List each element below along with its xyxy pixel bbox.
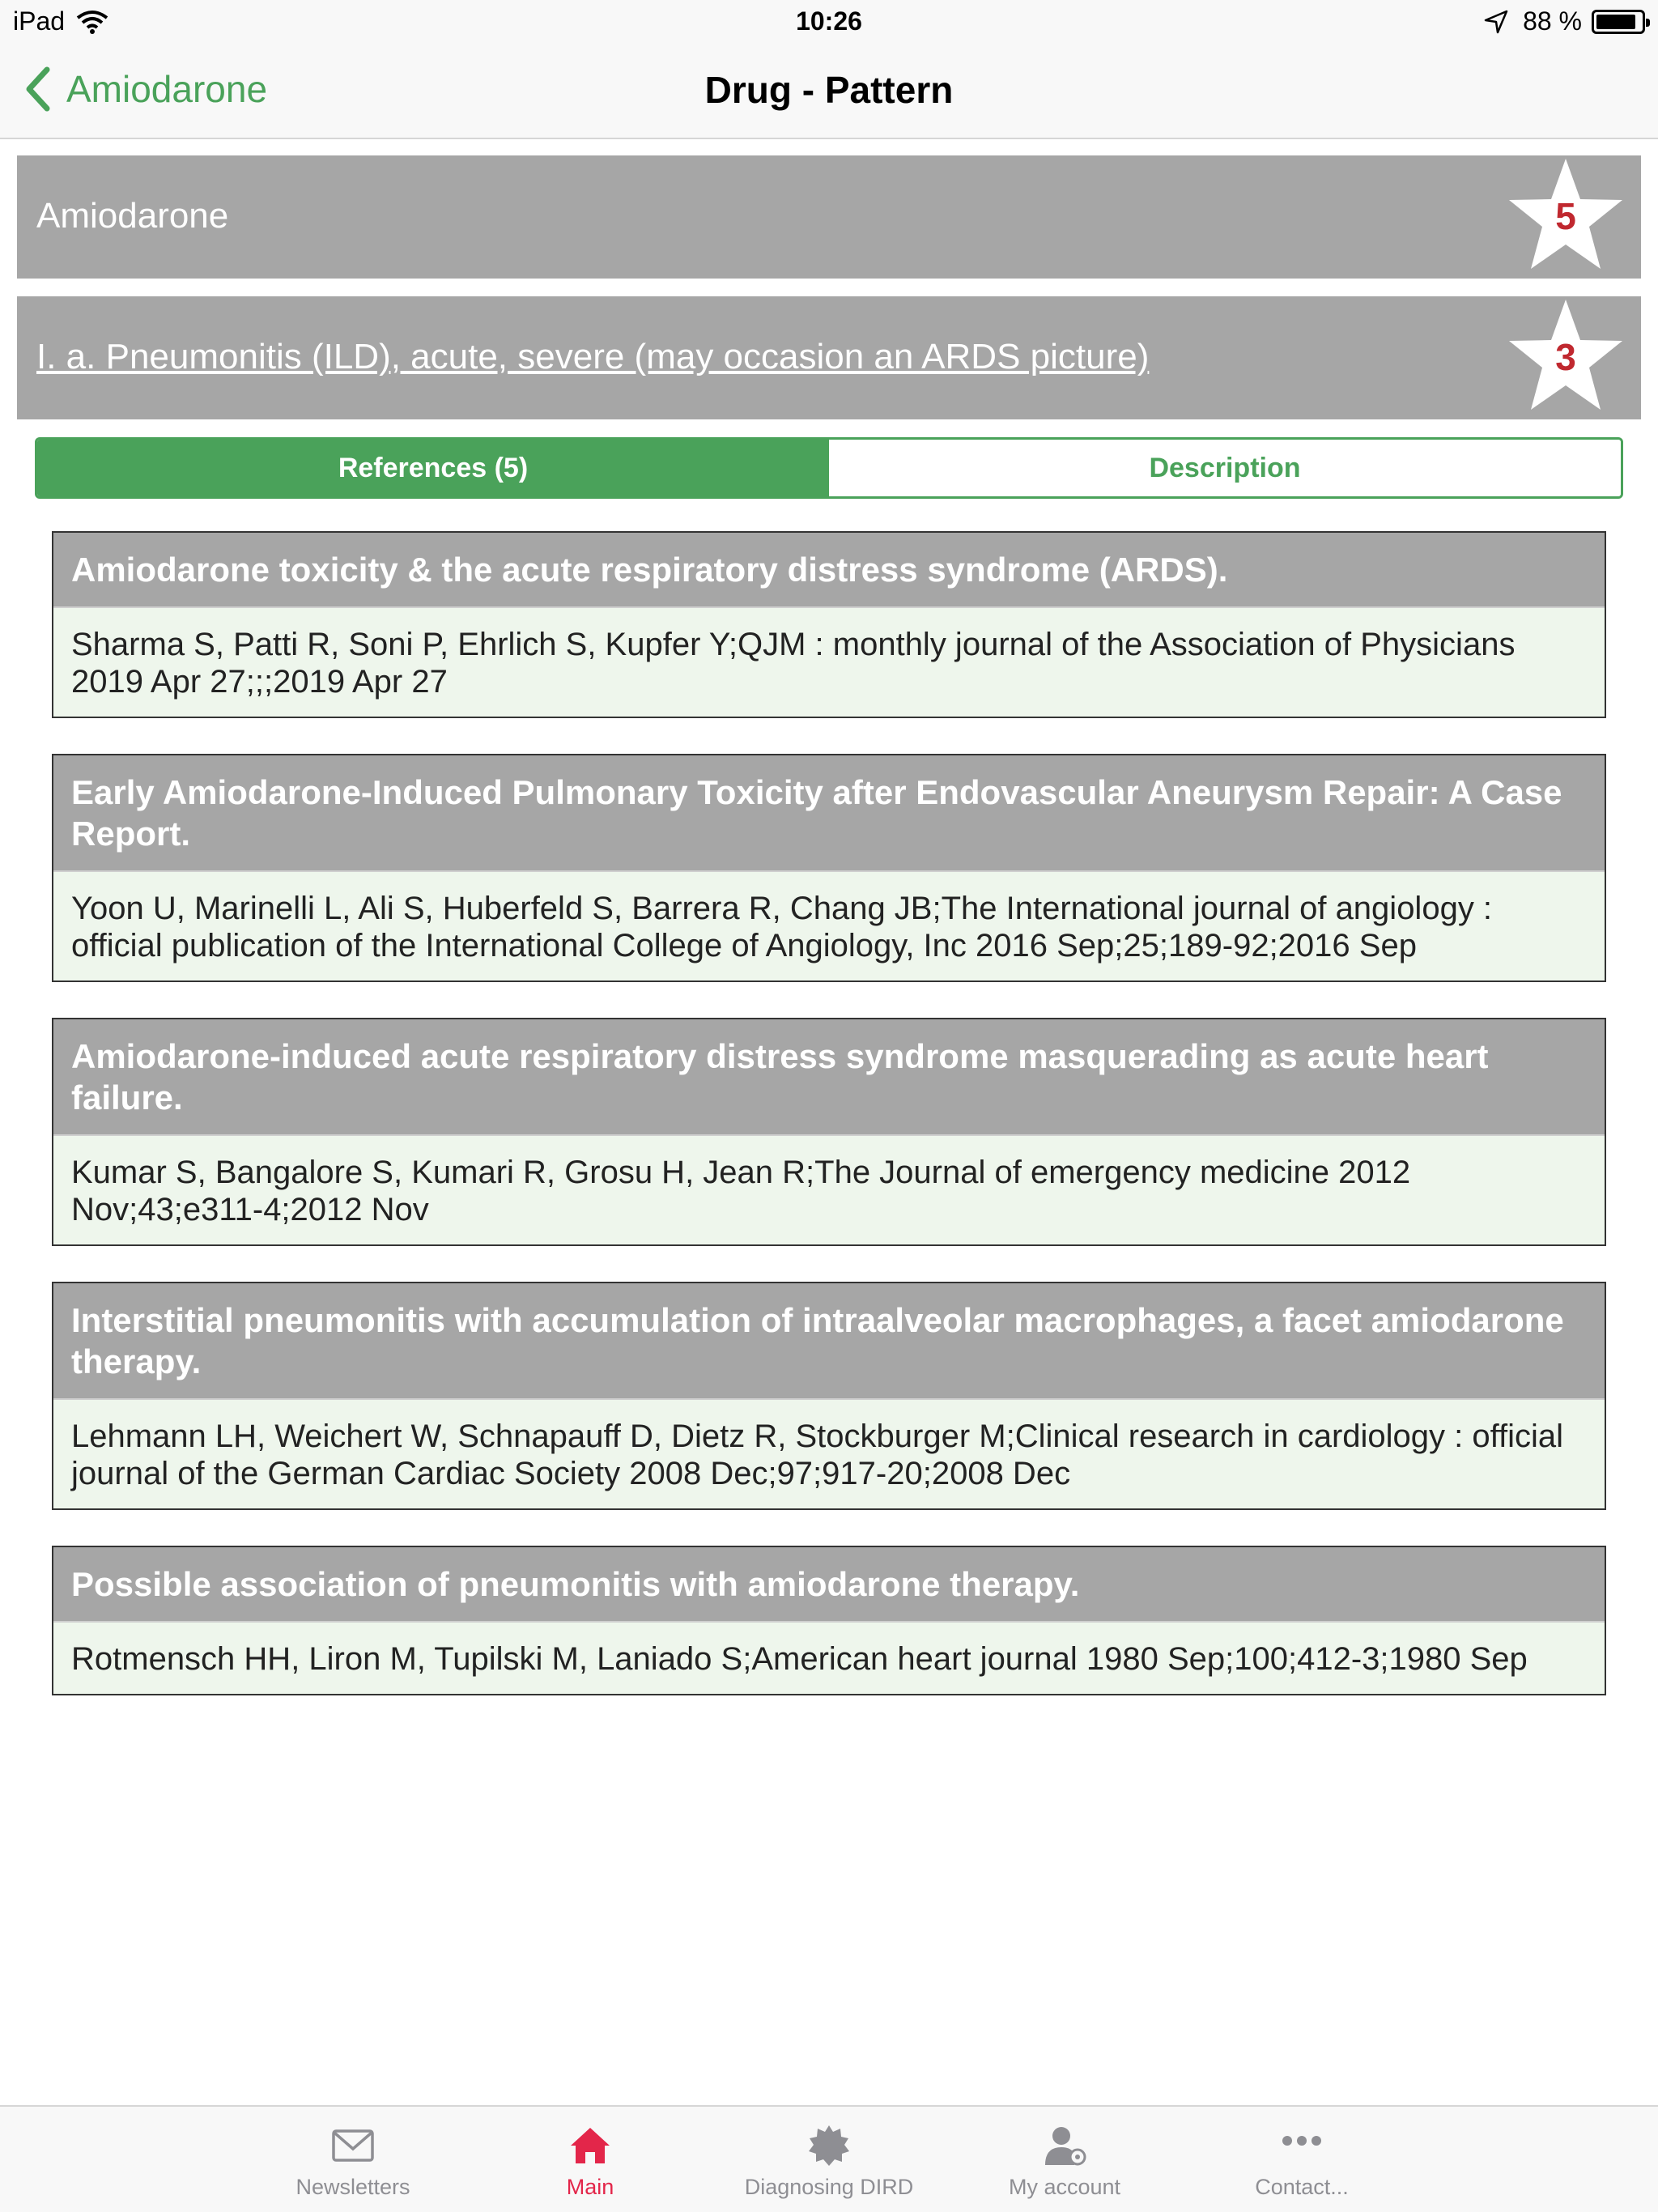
tab-contact[interactable]	[1213, 2125, 1391, 2200]
back-button-label: Amiodarone	[66, 68, 268, 110]
reference-citation: Lehmann LH, Weichert W, Schnapauff D, Dietz R, Stockburger M;Clinical research in cardiology : official journal of the German Cardiac Society 2008 Dec;97;917-20;2008 Dec	[53, 1398, 1605, 1508]
home-icon	[568, 2125, 613, 2167]
reference-title[interactable]: Early Amiodarone-Induced Pulmonary Toxicity after Endovascular Aneurysm Repair: A Case Report.	[53, 755, 1605, 870]
references-description-segment	[35, 437, 1623, 499]
envelope-icon	[330, 2125, 376, 2167]
status-bar	[0, 0, 1658, 45]
tab-newsletters[interactable]	[264, 2125, 442, 2200]
reference-title[interactable]: Interstitial pneumonitis with accumulation of intraalveolar macrophages, a facet amiodarone therapy.	[53, 1283, 1605, 1398]
reference-citation: Rotmensch HH, Liron M, Tupilski M, Laniado S;American heart journal 1980 Sep;100;412-3;1980 Sep	[53, 1621, 1605, 1694]
tab-main[interactable]	[501, 2125, 679, 2200]
reference-citation: Kumar S, Bangalore S, Kumari R, Grosu H, Jean R;The Journal of emergency medicine 2012 Nov;43;e311-4;2012 Nov	[53, 1134, 1605, 1244]
reference-card	[52, 1546, 1606, 1695]
drug-rating-value: 5	[1555, 195, 1576, 237]
reference-citation: Sharma S, Patti R, Soni P, Ehrlich S, Kupfer Y;QJM : monthly journal of the Association of Physicians 2019 Apr 27;;;2019 Apr 27	[53, 606, 1605, 717]
device-label: iPad	[13, 6, 66, 36]
drug-name: Amiodarone	[36, 196, 229, 236]
tab-contact-label: Contact...	[1255, 2175, 1349, 2199]
reference-card	[52, 1018, 1606, 1246]
more-icon	[1279, 2125, 1324, 2167]
user-icon	[1042, 2125, 1087, 2167]
status-right	[1484, 6, 1645, 36]
reference-card	[52, 1282, 1606, 1510]
reference-title[interactable]: Amiodarone toxicity & the acute respiratory distress syndrome (ARDS).	[53, 533, 1605, 606]
tab-newsletters-label: Newsletters	[295, 2175, 410, 2199]
status-time: 10:26	[796, 6, 862, 36]
tab-diagnosing-dird-label: Diagnosing DIRD	[744, 2175, 914, 2199]
tab-main-label: Main	[566, 2175, 614, 2199]
pattern-link[interactable]: I. a. Pneumonitis (ILD), acute, severe (may occasion an ARDS picture)	[36, 337, 1150, 376]
location-arrow-icon	[1484, 10, 1508, 34]
references-list	[52, 531, 1606, 1731]
reference-card	[52, 531, 1606, 718]
drug-header-row	[17, 155, 1641, 279]
tab-description[interactable]: Description	[829, 440, 1621, 496]
page-title: Drug - Pattern	[704, 69, 954, 111]
pattern-header-row	[17, 296, 1641, 419]
reference-title[interactable]: Possible association of pneumonitis with amiodarone therapy.	[53, 1547, 1605, 1621]
drug-rating-badge	[1505, 155, 1626, 279]
badge-icon	[806, 2125, 852, 2167]
tab-references[interactable]: References (5)	[37, 440, 829, 496]
reference-card	[52, 754, 1606, 982]
navigation-bar	[0, 45, 1658, 139]
battery-percent: 88 %	[1523, 6, 1582, 36]
pattern-rating-badge	[1505, 296, 1626, 419]
reference-citation: Yoon U, Marinelli L, Ali S, Huberfeld S, Barrera R, Chang JB;The International journal of angiology : official publication of the International College of Angiology, Inc 2016 Sep;25;189-92;2016 Sep	[53, 870, 1605, 981]
tab-my-account-label: My account	[1008, 2175, 1121, 2199]
battery-icon	[1592, 10, 1645, 34]
reference-title[interactable]: Amiodarone-induced acute respiratory distress syndrome masquerading as acute heart failure.	[53, 1019, 1605, 1134]
battery-fill	[1596, 15, 1635, 29]
tab-my-account[interactable]	[976, 2125, 1154, 2200]
tab-diagnosing-dird[interactable]	[740, 2125, 918, 2200]
pattern-rating-value: 3	[1555, 336, 1576, 378]
bottom-tab-bar	[0, 2105, 1658, 2212]
